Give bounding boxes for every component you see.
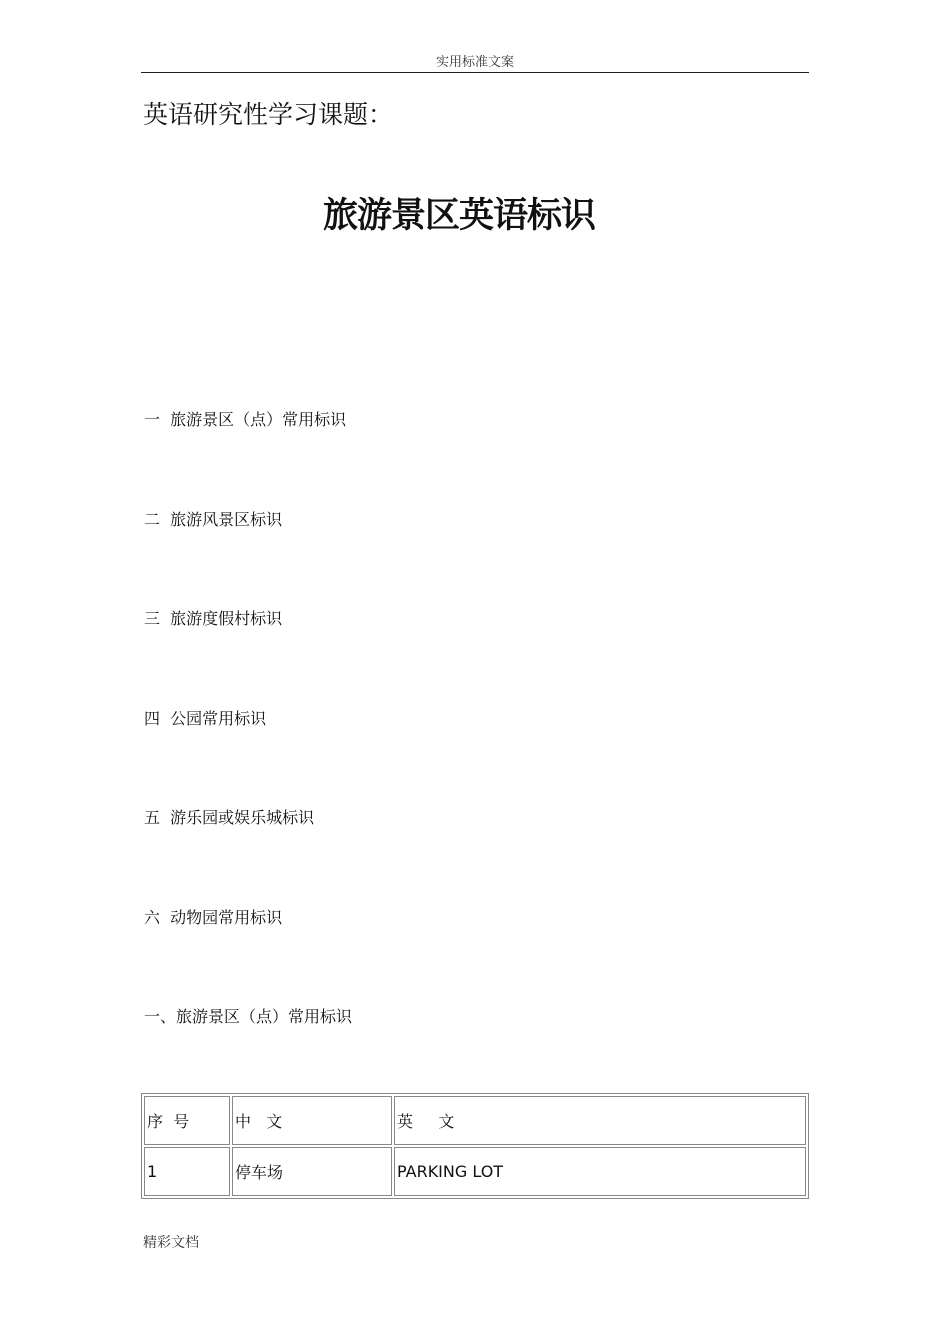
- toc-item-6: 六 动物园常用标识: [144, 908, 283, 927]
- toc-item-5: 五 游乐园或娱乐城标识: [144, 808, 315, 827]
- cell-chinese: 停车场: [232, 1147, 392, 1196]
- research-topic-label: 英语研究性学习课题：: [143, 100, 394, 129]
- page-header: 实用标准文案: [141, 54, 809, 73]
- header-cell-index: 序 号: [144, 1096, 230, 1145]
- page-footer: 精彩文档: [143, 1235, 199, 1251]
- signs-table: [141, 1093, 809, 1199]
- cell-english: PARKING LOT: [394, 1147, 806, 1196]
- table-header-row: [144, 1096, 806, 1145]
- toc-item-4: 四 公园常用标识: [144, 709, 267, 728]
- cell-index: 1: [144, 1147, 230, 1196]
- document-title: 旅游景区英语标识: [322, 196, 595, 236]
- table-row: [144, 1147, 806, 1196]
- toc-item-2: 二 旅游风景区标识: [144, 510, 283, 529]
- header-cell-chinese: 中 文: [232, 1096, 392, 1145]
- toc-item-1: 一 旅游景区（点）常用标识: [144, 410, 347, 429]
- section-heading: 一、旅游景区（点）常用标识: [144, 1007, 353, 1026]
- toc-item-3: 三 旅游度假村标识: [144, 609, 283, 628]
- header-cell-english: 英 文: [394, 1096, 806, 1145]
